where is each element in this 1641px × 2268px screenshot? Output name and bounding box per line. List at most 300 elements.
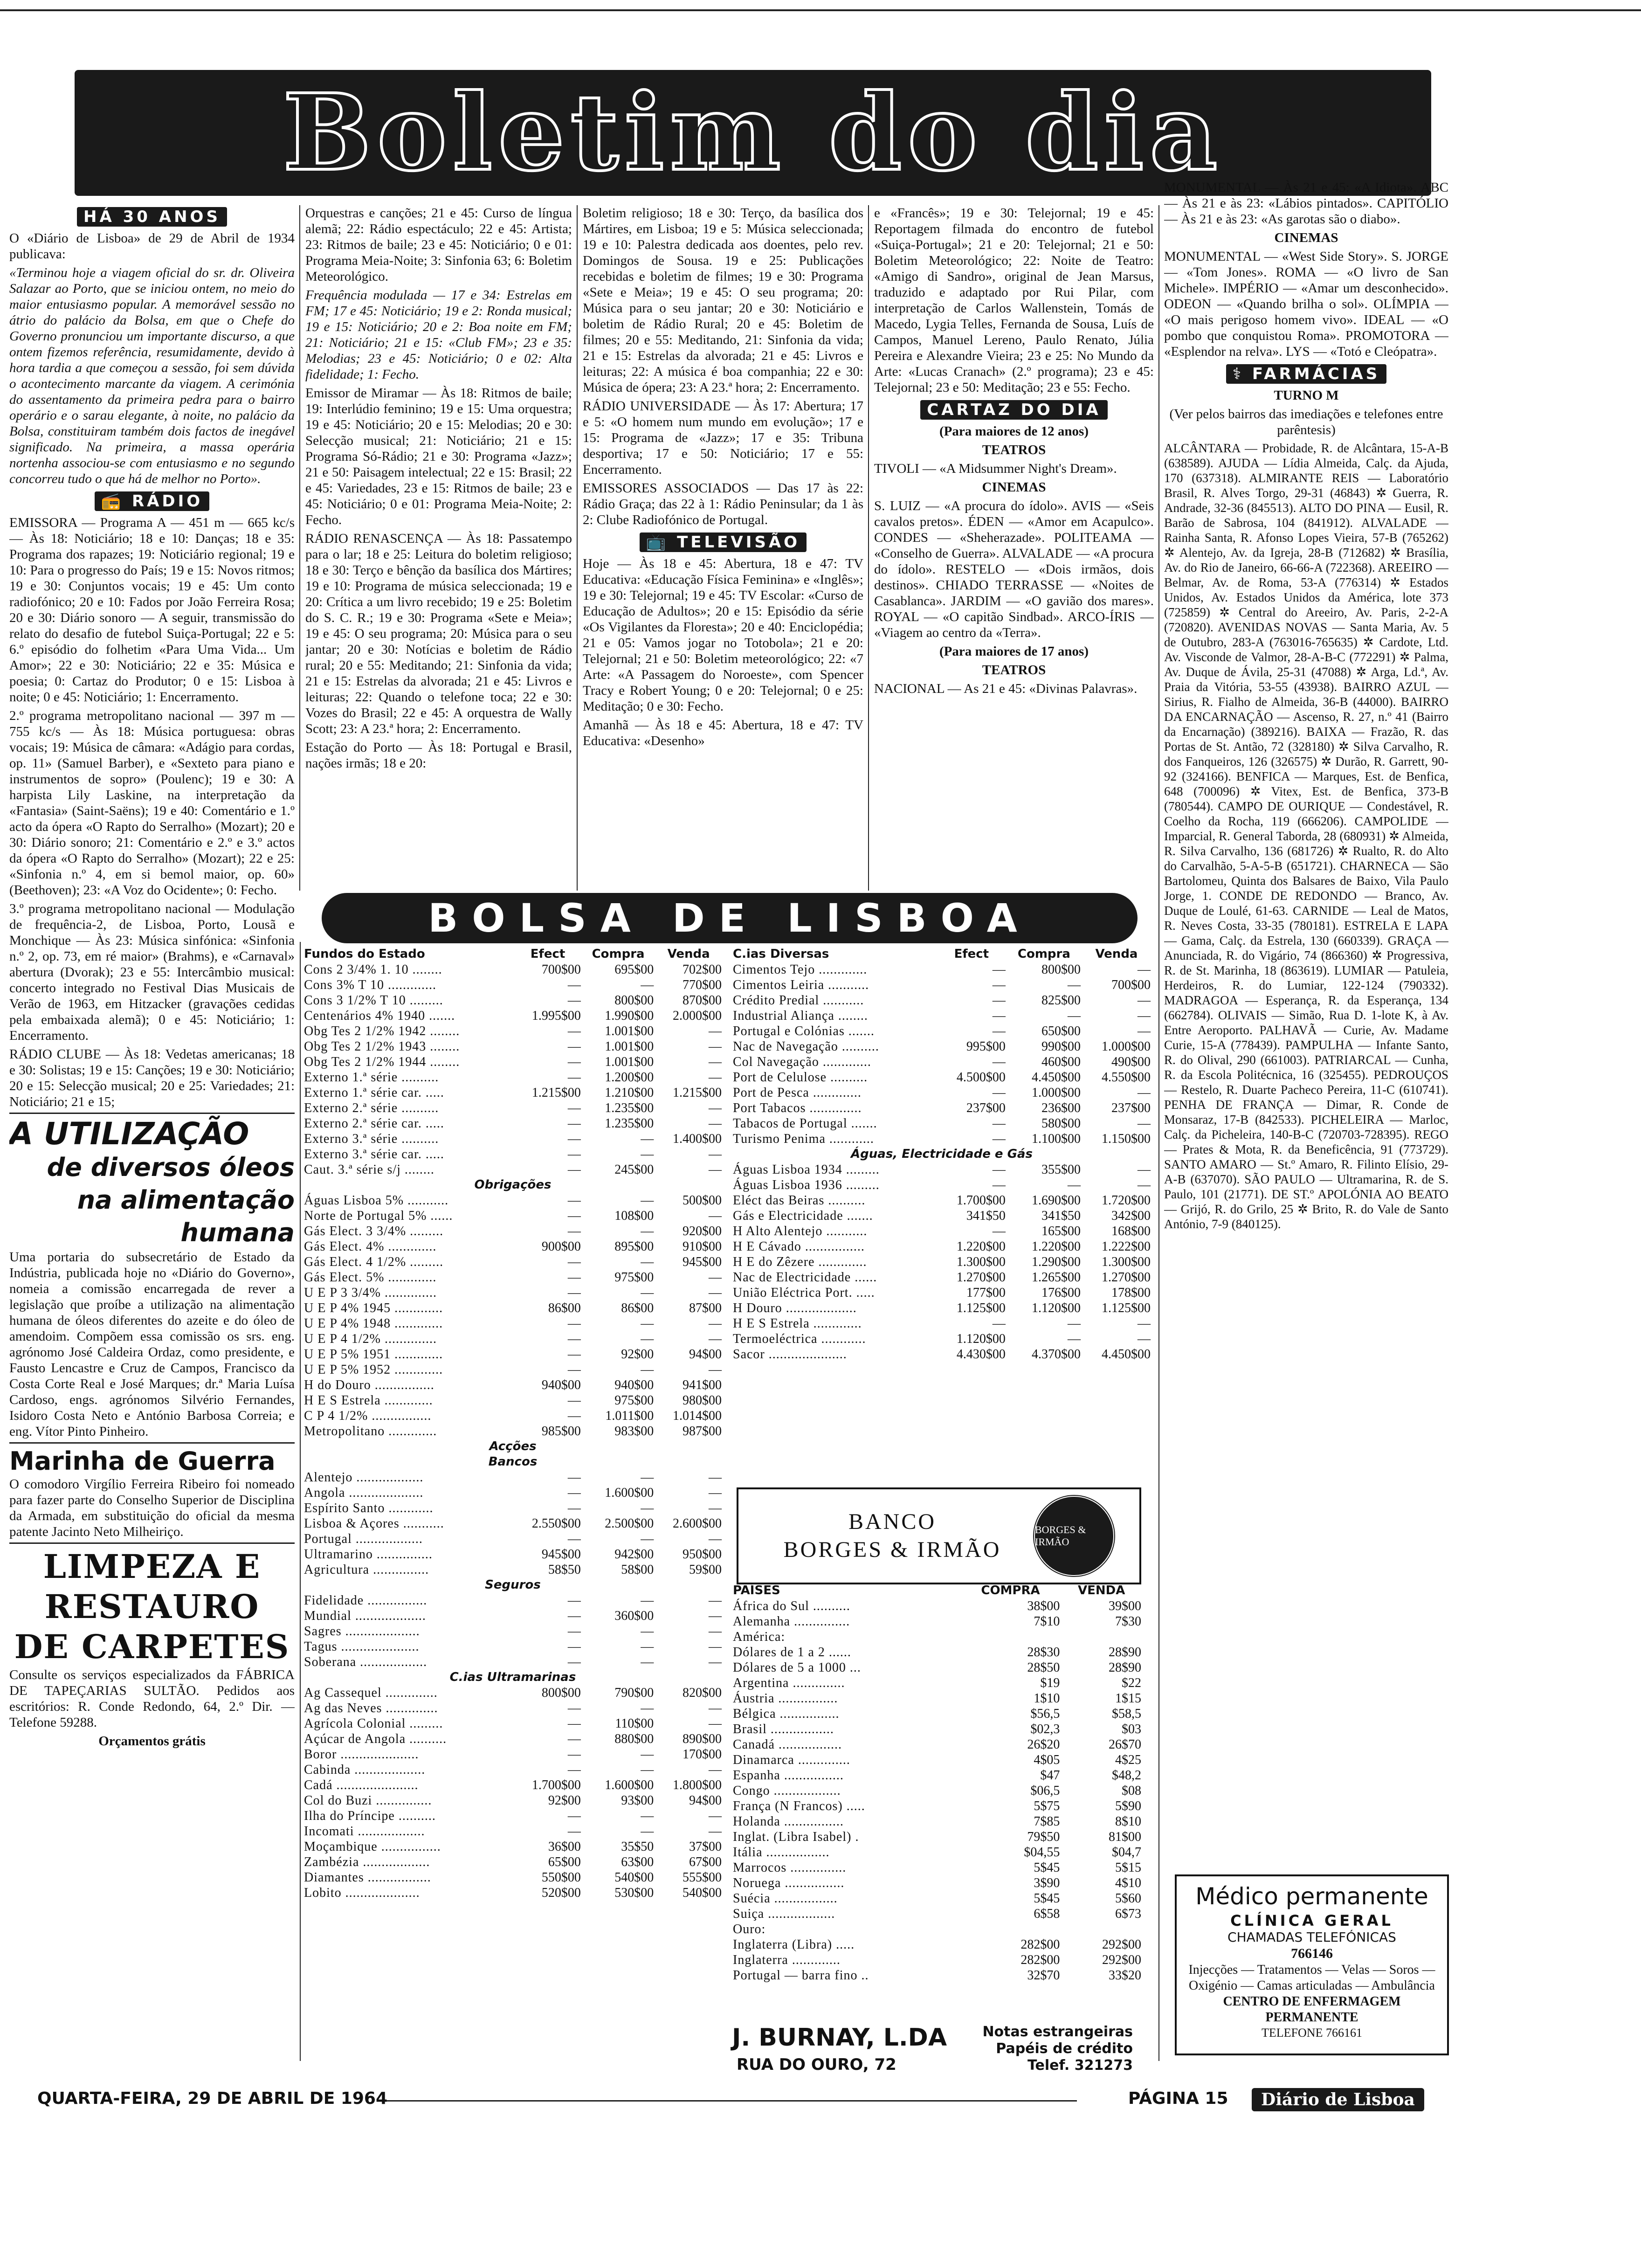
table-row: [732, 1952, 1142, 1968]
row-value: 178$00: [1111, 1286, 1151, 1300]
table-row: [732, 1629, 1142, 1645]
column-4: [874, 205, 1154, 891]
row-value: 33$20: [1109, 1968, 1141, 1983]
row-value: 7$10: [1034, 1614, 1060, 1629]
row-value: 1.210$00: [605, 1086, 654, 1100]
row-value: —: [709, 1470, 722, 1485]
table-subheading: Seguros: [485, 1578, 541, 1592]
row-label: H Douro ...................: [733, 1301, 857, 1315]
maiores-12: (Para maiores de 12 anos): [939, 424, 1089, 439]
medico-tel: 766146: [1291, 1946, 1333, 1961]
row-value: 1.270$00: [956, 1270, 1006, 1285]
table-row: [303, 1500, 723, 1516]
table-subheading: Bancos: [488, 1455, 538, 1469]
masthead-title: Boletim do dia: [283, 71, 1223, 194]
row-value: 1.600$00: [605, 1486, 654, 1500]
row-value: —: [641, 1362, 654, 1377]
row-value: —: [641, 1286, 654, 1300]
row-label: Col do Buzi ...............: [304, 1793, 432, 1808]
row-label: Inglaterra .............: [733, 1953, 841, 1967]
row-value: 1.014$00: [673, 1409, 722, 1423]
table-row: [732, 1116, 1151, 1131]
row-value: —: [709, 1039, 722, 1054]
row-value: 1.220$00: [1031, 1239, 1081, 1254]
row-value: 292$00: [1102, 1937, 1141, 1952]
row-value: 282$00: [1020, 1953, 1060, 1967]
row-value: 1.215$00: [673, 1086, 722, 1100]
row-label: H do Douro ................: [304, 1378, 434, 1392]
table-row: [732, 1891, 1142, 1906]
row-value: 93$00: [621, 1793, 654, 1808]
row-value: 4.450$00: [1102, 1347, 1151, 1362]
row-value: —: [992, 978, 1006, 992]
row-value: 5$90: [1115, 1799, 1141, 1813]
table-row: [732, 1239, 1151, 1254]
table-row: [303, 1039, 723, 1054]
row-value: —: [992, 962, 1006, 977]
medico-title: Médico permanente: [1195, 1883, 1428, 1910]
row-label: Metropolitano .............: [304, 1424, 437, 1438]
row-label: Dólares de 1 a 2 ......: [733, 1645, 851, 1660]
table-row: [732, 1100, 1151, 1116]
table-row: [303, 1731, 723, 1747]
row-label: Gás Elect. 4 1/2% .........: [304, 1255, 444, 1269]
row-value: 38$00: [1027, 1599, 1060, 1613]
cambios-table: [732, 1583, 1142, 2017]
column-rule: [1158, 205, 1159, 2061]
table-row: [732, 1783, 1142, 1798]
row-value: 1.125$00: [1102, 1301, 1151, 1315]
table-row: [732, 1085, 1151, 1100]
cinemas-heading: CINEMAS: [1274, 230, 1338, 245]
row-value: 59$00: [689, 1563, 722, 1577]
radio-clube: RÁDIO CLUBE — Às 18: Vedetas americanas; 18 e 30: Solistas; 19 e 15: Canções; 19 e 30: Noticiário; 20 e 15: Selecção musical; 20 e 25: Variedades; 21: Noticiário; 21 e 15;: [9, 1047, 295, 1109]
row-value: 983$00: [614, 1424, 654, 1438]
row-value: 6$58: [1034, 1907, 1060, 1921]
row-value: —: [641, 1332, 654, 1346]
row-value: 39$00: [1109, 1599, 1141, 1613]
table-subheading: Acções: [489, 1439, 537, 1453]
row-value: 177$00: [966, 1286, 1006, 1300]
burnay-tel: Telef. 321273: [1027, 2057, 1133, 2074]
row-label: Gás Elect. 5% .............: [304, 1270, 437, 1285]
table-row: [303, 1624, 723, 1639]
row-value: 176$00: [1041, 1286, 1081, 1300]
row-value: 1.290$00: [1031, 1255, 1081, 1269]
row-label: Ag Cassequel ..............: [304, 1686, 438, 1700]
table-row: [732, 1798, 1142, 1814]
medico-body: Injecções — Tratamentos — Velas — Soros — Oxigénio — Camas articuladas — Ambulância: [1188, 1963, 1435, 1993]
row-value: 1.690$00: [1031, 1193, 1081, 1208]
teatro-tivoli: TIVOLI — «A Midsummer Night's Dream».: [874, 461, 1117, 476]
bolsa-left-header-cell: Efect: [530, 947, 565, 961]
row-value: —: [567, 1639, 581, 1654]
table-row: [732, 1814, 1142, 1829]
row-label: H E do Zêzere .............: [733, 1255, 867, 1269]
row-value: —: [567, 1486, 581, 1500]
table-row: [303, 1547, 723, 1562]
row-label: Externo 3.ª série ..........: [304, 1132, 439, 1146]
table-row: [303, 1701, 723, 1716]
table-subheading-row: [303, 1177, 723, 1193]
row-value: 490$00: [1111, 1055, 1151, 1069]
row-value: —: [992, 1132, 1006, 1146]
table-row: [303, 1362, 723, 1377]
row-value: 245$00: [614, 1162, 654, 1177]
row-label: Ag das Neves ..............: [304, 1701, 438, 1715]
row-label: Espírito Santo ............: [304, 1501, 434, 1515]
row-value: 940$00: [541, 1378, 581, 1392]
row-value: 950$00: [683, 1547, 722, 1562]
farmacias-note: (Ver pelos bairros das imediações e telefones entre parêntesis): [1169, 407, 1443, 437]
row-value: —: [567, 1270, 581, 1285]
row-value: 1.120$00: [956, 1332, 1006, 1346]
row-value: 890$00: [683, 1732, 722, 1746]
row-value: 35$50: [621, 1839, 654, 1854]
table-row: [303, 1562, 723, 1577]
row-value: —: [567, 1193, 581, 1208]
row-value: 5$45: [1034, 1891, 1060, 1906]
medico-sub2: CHAMADAS TELEFÓNICAS: [1227, 1929, 1396, 1945]
radio-fm: Frequência modulada — 17 e 34: Estrelas em FM; 17 e 45: Noticiário; 19 e 2: Ronda musical; 19 e 15: Noticiário; 20 e 2: Boa noite em FM; 21: Noticiário; 21 e 15: «Club FM»; 23 e 35: Melodias; 23 e 45: Noticiário; 0 e 02: Alta fidelidade; 1: Fecho.: [305, 288, 572, 382]
row-value: 1.700$00: [956, 1193, 1006, 1208]
utilizacao-title: A UTILIZAÇÃO: [9, 1116, 249, 1152]
row-value: 1.700$00: [531, 1778, 581, 1792]
row-value: —: [641, 1593, 654, 1608]
row-value: 2.000$00: [673, 1009, 722, 1023]
radio-religioso: Boletim religioso; 18 e 30: Terço, da basílica dos Mártires, em Lisboa; 19 e 5: Música seleccionada; 19 e 10: Palestra dedicada aos doentes, pelo rev. Domingos de Sousa. 19 e 25: Publicações recebidas e boletim de filmes; 19 e 30: Programa «Sete e Meia»; 19 e 45: O seu programa; 20: Música para o seu jantar; 20 e 30: Noticiário e boletim de Rádio Rural; 20 e 45: Boletim de filmes; 20 e 55: Meditando, 21: Sinfonia da vida; 21 e 15: Estrelas da alvorada; 21 e 45: Livros e leituras; 22: A música é boa companhia; 22 e 30: Música de ópera; 23: A 23.ª hora; 2: Encerramento.: [583, 206, 863, 395]
row-value: —: [567, 1747, 581, 1762]
row-value: 1$10: [1034, 1691, 1060, 1706]
teatros-continued: MONUMENTAL — Às 21 e 45: «A Idiota». ABC — Às 21 e às 23: «Lábios pintados». CAPITÓLIO — Às 21 e às 23: «As garotas são o diabo».: [1164, 180, 1448, 227]
row-label: Mundial ...................: [304, 1609, 426, 1623]
row-label: U E P 4% 1948 .............: [304, 1316, 443, 1331]
row-value: 945$00: [683, 1255, 722, 1269]
row-label: Ultramarino ...............: [304, 1547, 433, 1562]
table-row: [732, 1162, 1151, 1177]
row-label: Col Navegação .............: [733, 1055, 871, 1069]
row-value: 4$05: [1034, 1753, 1060, 1767]
row-value: —: [1138, 1316, 1151, 1331]
row-value: $56,5: [1030, 1707, 1060, 1721]
table-row: [303, 1424, 723, 1439]
row-value: 770$00: [683, 978, 722, 992]
table-row: [303, 1316, 723, 1331]
row-value: 987$00: [683, 1424, 722, 1438]
table-row: [732, 1922, 1142, 1937]
row-value: 58$00: [621, 1563, 654, 1577]
row-value: 355$00: [1041, 1162, 1081, 1177]
farmacias-header-label: FARMÁCIAS: [1252, 365, 1380, 383]
table-row: [732, 1300, 1151, 1316]
row-value: 8$10: [1115, 1814, 1141, 1829]
table-subheading-row: [303, 1439, 723, 1454]
row-value: —: [567, 1609, 581, 1623]
row-value: —: [709, 1270, 722, 1285]
tv-icon: 📺: [646, 533, 677, 552]
row-value: 28$90: [1109, 1645, 1141, 1660]
row-label: Inglaterra (Libra) .....: [733, 1937, 855, 1952]
table-row: [732, 1845, 1142, 1860]
table-row: [732, 1768, 1142, 1783]
row-value: 37$00: [689, 1839, 722, 1854]
limpeza-subtitle: DE CARPETES: [14, 1627, 290, 1666]
row-label: Incomati ..................: [304, 1824, 425, 1839]
row-label: Port Tabacos ..............: [733, 1101, 862, 1115]
burnay-notes-1: Notas estrangeiras: [982, 2024, 1133, 2040]
row-value: 236$00: [1041, 1101, 1081, 1115]
row-value: —: [567, 1716, 581, 1731]
row-value: —: [709, 1624, 722, 1639]
row-value: —: [567, 1393, 581, 1408]
row-value: —: [567, 978, 581, 992]
row-value: 341$50: [1041, 1209, 1081, 1223]
row-value: 870$00: [683, 993, 722, 1008]
table-row: [303, 1839, 723, 1854]
row-label: Eléct das Beiras ..........: [733, 1193, 866, 1208]
column-rule: [577, 205, 578, 891]
row-label: Cabinda ...................: [304, 1763, 426, 1777]
row-label: Espanha ................: [733, 1768, 844, 1783]
table-row: [303, 1885, 723, 1901]
row-value: 900$00: [541, 1239, 581, 1254]
divider: [9, 1542, 295, 1544]
row-value: —: [709, 1532, 722, 1546]
row-value: —: [1138, 1009, 1151, 1023]
radio-3-programa: 3.º programa metropolitano nacional — Modulação de frequência-2, de Lisboa, Porto, Lousã e Monchique — Às 23: Música sinfónica: «Sinfonia n.º 2, op. 73, em ré maior» (Brahms), e «Carnaval» abertura (Dvorak); 23 e 55: Intercâmbio musical: concerto integrado no Festival Dias Musicais de Verão de 1963, em Hitzacker (gravações cedidas pela embaixada alemã); 0 e 45: Noticiário; 1: Encerramento.: [9, 901, 295, 1043]
row-value: 695$00: [614, 962, 654, 977]
row-value: $03: [1122, 1722, 1141, 1736]
row-value: 7$85: [1034, 1814, 1060, 1829]
row-label: Fidelidade ................: [304, 1593, 427, 1608]
row-value: —: [709, 1055, 722, 1069]
row-value: 1.000$00: [1031, 1086, 1081, 1100]
table-row: [303, 1270, 723, 1285]
bolsa-right-header-cell: Efect: [954, 947, 989, 961]
row-label: Águas Lisboa 1936 .........: [733, 1178, 880, 1192]
table-row: [732, 1675, 1142, 1691]
table-row: [303, 1162, 723, 1177]
row-value: 58$50: [548, 1563, 581, 1577]
tv-continued: e «Francês»; 19 e 30: Telejornal; 19 e 45: Reportagem filmada do encontro de futebol «Suiça-Portugal»; 21 e 20: Telejornal; 21 e 50: Boletim Meteorológico; 22: Noite de Teatro: «Amigo di Sandro», original de Jean Marsus, traduzido e adaptado por Rui Pilar, com interpretação de Carlos Wallenstein, Tomás de Macedo, Lygia Telles, Fernanda de Sousa, Luís de Campos, Manuel Lereno, Paulo Renato, Júlia Pereira e Alexandre Vieira; 23 e 25: No Mundo da Arte: «Lucas Cranach» (2.º programa); 23 e 45: Telejornal; 23 e 50: Meditação; 23 e 55: Fecho.: [874, 206, 1154, 395]
maiores-17: (Para maiores de 17 anos): [939, 644, 1089, 659]
row-value: 65$00: [548, 1855, 581, 1869]
row-value: 28$50: [1027, 1660, 1060, 1675]
medico-tel2: TELEFONE 766161: [1262, 2026, 1362, 2040]
row-value: 920$00: [683, 1224, 722, 1238]
cinemas-list-2: MONUMENTAL — «West Side Story». S. JORGE — «Tom Jones». ROMA — «O livro de San Michele». IMPÉRIO — «Amar um desconhecido». ODEON — «Quando brilha o sol». OLÍMPIA — «O mais perigoso homem vivo». IDEAL — «O pombo que conquistou Roma». PROMOTORA — «Esplendor na relva». LYS — «Totó e Cleópatra».: [1164, 249, 1448, 359]
row-value: 1.125$00: [956, 1301, 1006, 1315]
row-label: H E S Estrela .............: [304, 1393, 433, 1408]
row-value: 975$00: [614, 1270, 654, 1285]
row-value: 1.222$00: [1102, 1239, 1151, 1254]
row-value: 5$15: [1115, 1860, 1141, 1875]
row-value: 2.600$00: [673, 1516, 722, 1531]
row-label: U E P 4% 1945 .............: [304, 1301, 443, 1315]
row-value: —: [1138, 1162, 1151, 1177]
burnay-notes-2: Papéis de crédito: [996, 2040, 1133, 2057]
row-value: 92$00: [548, 1793, 581, 1808]
table-row: [732, 1193, 1151, 1208]
row-value: —: [992, 1055, 1006, 1069]
row-value: 1.995$00: [531, 1009, 581, 1023]
bank-seal-icon: [1032, 1494, 1116, 1578]
row-value: 700$00: [1111, 978, 1151, 992]
row-label: Cimentos Tejo .............: [733, 962, 868, 977]
row-value: 86$00: [621, 1301, 654, 1315]
row-value: —: [1138, 962, 1151, 977]
table-row: [732, 1691, 1142, 1706]
row-value: —: [709, 1162, 722, 1177]
row-value: $58,5: [1112, 1707, 1141, 1721]
row-value: 4$10: [1115, 1876, 1141, 1890]
row-label: Externo 1.ª série ..........: [304, 1070, 439, 1085]
footer-page: PÁGINA 15: [1128, 2089, 1228, 2108]
row-value: —: [641, 1193, 654, 1208]
row-value: 165$00: [1041, 1224, 1081, 1238]
radio-miramar: Emissor de Miramar — Às 18: Ritmos de baile; 19: Interlúdio feminino; 19 e 15: Uma orquestra; 19 e 45: Noticiário; 20 e 15: Melodias; 20 e 30: Selecção musical; 21: Noticiário; 21 e 15: Programa Só-Rádio; 21 e 30: Programa «Jazz»; 21 e 50: Paisagem intelectual; 22 e 15: Brasil; 22 e 45: Variedades, 23 e 15: Ritmos de baile; 23 e 45: Noticiário; 0 e 01: Programa Meia-Noite; 2: Fecho.: [305, 386, 572, 527]
row-value: —: [567, 1055, 581, 1069]
row-value: 1.220$00: [956, 1239, 1006, 1254]
row-value: $04,55: [1024, 1845, 1060, 1860]
row-value: 28$90: [1109, 1660, 1141, 1675]
row-label: Soberana ..................: [304, 1655, 427, 1669]
medico-permanente-box: [1175, 1874, 1449, 2055]
table-row: [732, 1829, 1142, 1845]
row-label: Dinamarca ..............: [733, 1753, 850, 1767]
radio-header: [95, 491, 209, 511]
row-label: África do Sul ..........: [733, 1599, 850, 1613]
row-value: —: [709, 1316, 722, 1331]
row-label: U E P 4 1/2% ..............: [304, 1332, 437, 1346]
row-value: 32$70: [1027, 1968, 1060, 1983]
row-value: 1.100$00: [1031, 1132, 1081, 1146]
row-value: 500$00: [683, 1193, 722, 1208]
table-row: [303, 1808, 723, 1824]
table-row: [732, 1131, 1151, 1147]
row-label: União Eléctrica Port. .....: [733, 1286, 875, 1300]
row-value: 555$00: [683, 1870, 722, 1885]
bolsa-left-header-row: [303, 947, 723, 962]
row-value: $19: [1040, 1676, 1060, 1690]
row-value: —: [567, 1024, 581, 1038]
tv-header: [640, 532, 807, 552]
table-row: [303, 1870, 723, 1885]
emissores-associados: EMISSORES ASSOCIADOS — Das 17 às 22: Rádio Graça; das 22 à 1: Rádio Peninsular; da 1 às 2: Clube Radiofónico de Portugal.: [583, 481, 863, 527]
row-value: 170$00: [683, 1747, 722, 1762]
row-value: 67$00: [689, 1855, 722, 1869]
row-value: —: [641, 978, 654, 992]
row-label: Cons 3% T 10 .............: [304, 978, 436, 992]
masthead: [75, 70, 1431, 196]
table-row: [732, 1224, 1151, 1239]
row-value: 1$15: [1115, 1691, 1141, 1706]
row-value: 6$73: [1115, 1907, 1141, 1921]
row-value: —: [709, 1701, 722, 1715]
table-row: [303, 1824, 723, 1839]
row-value: 880$00: [614, 1732, 654, 1746]
table-row: [732, 1706, 1142, 1722]
table-row: [732, 993, 1151, 1008]
row-value: 237$00: [966, 1101, 1006, 1115]
row-label: Bélgica ................: [733, 1707, 840, 1721]
burnay-name: J. BURNAY, L.DA: [732, 2024, 947, 2052]
table-row: [303, 1193, 723, 1208]
bolsa-left-table: [303, 947, 723, 2066]
row-value: 530$00: [614, 1886, 654, 1900]
bolsa-left-header-cell: Compra: [592, 947, 645, 961]
table-row: [303, 1593, 723, 1608]
row-value: 292$00: [1102, 1953, 1141, 1967]
row-label: Inglat. (Libra Isabel) .: [733, 1830, 859, 1844]
row-label: Port de Pesca .............: [733, 1086, 862, 1100]
turno: TURNO M: [1274, 388, 1339, 403]
column-rule: [868, 205, 869, 891]
row-label: Águas Lisboa 5% ...........: [304, 1193, 449, 1208]
row-value: 92$00: [621, 1347, 654, 1362]
table-subheading: Obrigações: [474, 1178, 552, 1192]
row-value: 800$00: [614, 993, 654, 1008]
row-value: 702$00: [683, 962, 722, 977]
row-value: 1.001$00: [605, 1024, 654, 1038]
table-row: [303, 1793, 723, 1808]
row-label: U E P 3 3/4% ..............: [304, 1286, 437, 1300]
row-label: Portugal — barra fino ..: [733, 1968, 869, 1983]
row-value: 1.235$00: [605, 1101, 654, 1115]
row-value: —: [567, 1732, 581, 1746]
row-label: Turismo Penima ............: [733, 1132, 874, 1146]
row-value: —: [567, 1147, 581, 1162]
row-value: —: [567, 1039, 581, 1054]
table-subheading-row: [303, 1454, 723, 1470]
row-label: Ilha do Príncipe ..........: [304, 1809, 436, 1823]
row-label: Áustria ................: [733, 1691, 838, 1706]
ha30-body: «Terminou hoje a viagem oficial do sr. dr. Oliveira Salazar ao Porto, que se iniciou ontem, no meio do maior entusiasmo popular. A memorável sessão no átrio do palácio da Bolsa, em que o Chefe do Governo pronunciou um importante discurso, a que ontem fizemos referência, resumidamente, devido à hora tardia a que começou a sessão, foi sem dúvida o acontecimento marcante da viagem. A cerimónia do assentamento da primeira pedra para o bairro operário e o sarau elegante, à noite, no palácio da Bolsa, constituiram também dois factos de inegável significado. Na primeira, a massa operária nortenha associou-se com entusiasmo e no segundo concorreu tudo o que há de melhor no Porto».: [9, 265, 295, 486]
row-label: Gás Elect. 3 3/4% .........: [304, 1224, 444, 1238]
row-label: Cimentos Leiria ...........: [733, 978, 869, 992]
radio-header-label: RÁDIO: [131, 492, 203, 511]
row-value: —: [567, 1532, 581, 1546]
row-value: 941$00: [683, 1378, 722, 1392]
row-label: Obg Tes 2 1/2% 1944 ........: [304, 1055, 460, 1069]
row-label: Caut. 3.ª série s/j ........: [304, 1162, 434, 1177]
row-value: —: [709, 1024, 722, 1038]
footer: [37, 2089, 1436, 2117]
table-row: [303, 1608, 723, 1624]
footer-date: QUARTA-FEIRA, 29 DE ABRIL DE 1964: [37, 2089, 388, 2108]
table-row: [732, 1645, 1142, 1660]
row-value: —: [567, 1070, 581, 1085]
row-value: 1.150$00: [1102, 1132, 1151, 1146]
row-label: Cadá ......................: [304, 1778, 419, 1792]
table-row: [732, 1968, 1142, 1983]
column-1: [9, 205, 295, 2066]
row-value: —: [567, 1624, 581, 1639]
row-value: —: [1067, 1009, 1081, 1023]
burnay-address: RUA DO OURO, 72: [737, 2055, 896, 2074]
row-value: 1.001$00: [605, 1039, 654, 1054]
row-value: —: [992, 1162, 1006, 1177]
row-label: H E Cávado ................: [733, 1239, 865, 1254]
row-value: —: [1067, 1332, 1081, 1346]
row-value: 1.600$00: [605, 1778, 654, 1792]
row-value: —: [992, 1224, 1006, 1238]
row-value: —: [1067, 978, 1081, 992]
row-label: Marrocos ...............: [733, 1860, 847, 1875]
row-value: 995$00: [966, 1039, 1006, 1054]
row-value: —: [641, 1624, 654, 1639]
table-row: [732, 1722, 1142, 1737]
